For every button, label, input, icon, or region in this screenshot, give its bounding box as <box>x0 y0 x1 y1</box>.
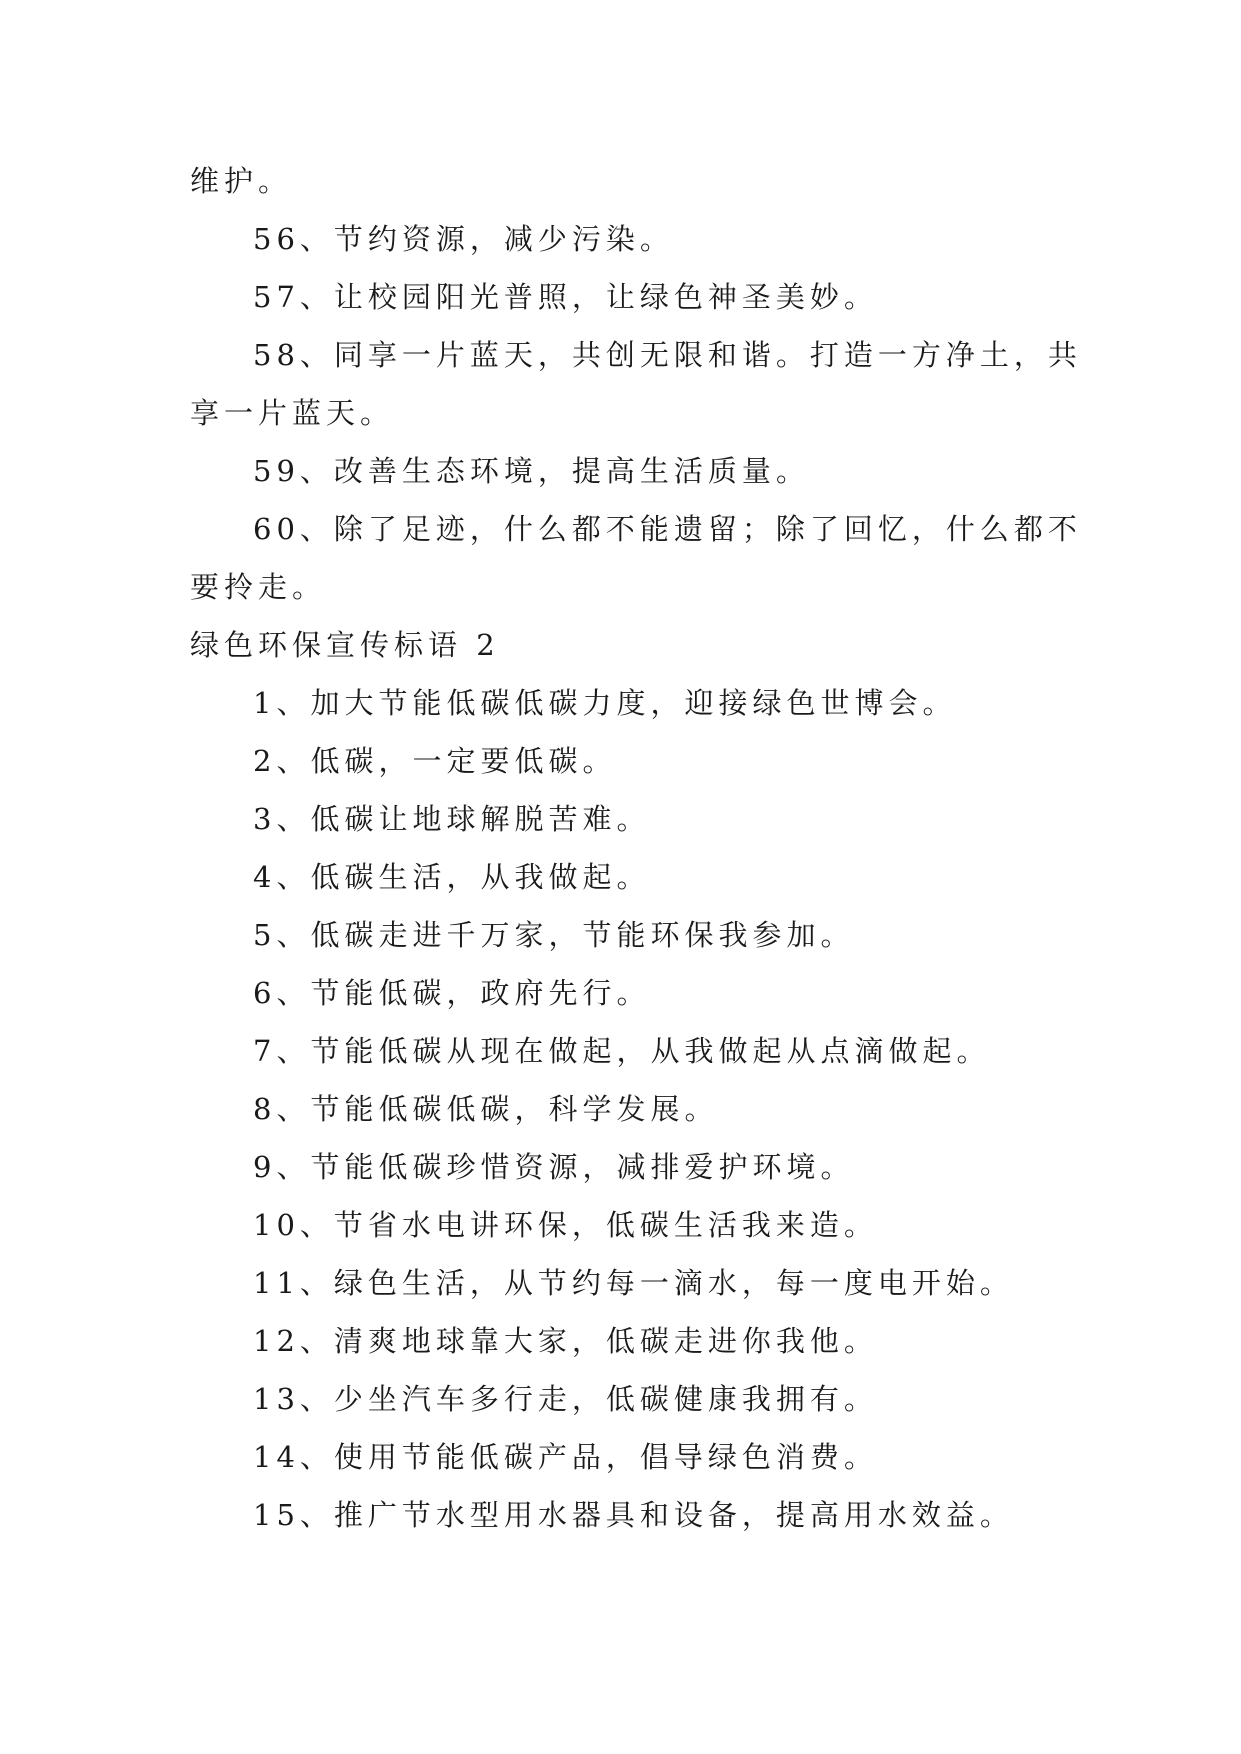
list-item: 3、低碳让地球解脱苦难。 <box>253 802 651 836</box>
list-item: 5、低碳走进千万家，节能环保我参加。 <box>253 918 855 952</box>
list-item: 60、除了足迹，什么都不能遗留；除了回忆，什么都不 <box>253 512 1082 546</box>
list-item: 1、加大节能低碳低碳力度，迎接绿色世博会。 <box>253 686 957 720</box>
list-item: 57、让校园阳光普照，让绿色神圣美妙。 <box>253 280 878 314</box>
list-item: 12、清爽地球靠大家，低碳走进你我他。 <box>253 1324 878 1358</box>
text-line: 维护。 <box>190 164 293 198</box>
list-item: 56、节约资源，减少污染。 <box>253 222 674 256</box>
list-item: 14、使用节能低碳产品，倡导绿色消费。 <box>253 1440 878 1474</box>
list-item: 6、节能低碳，政府先行。 <box>253 976 651 1010</box>
list-item: 59、改善生态环境，提高生活质量。 <box>253 454 810 488</box>
list-item: 13、少坐汽车多行走，低碳健康我拥有。 <box>253 1382 878 1416</box>
list-item: 11、绿色生活，从节约每一滴水，每一度电开始。 <box>253 1266 1014 1300</box>
text-line: 要拎走。 <box>190 570 327 604</box>
list-item: 58、同享一片蓝天，共创无限和谐。打造一方净土，共 <box>253 338 1082 372</box>
text-line: 享一片蓝天。 <box>190 396 395 430</box>
list-item: 15、推广节水型用水器具和设备，提高用水效益。 <box>253 1498 1014 1532</box>
list-item: 8、节能低碳低碳，科学发展。 <box>253 1092 719 1126</box>
list-item: 9、节能低碳珍惜资源，减排爱护环境。 <box>253 1150 855 1184</box>
list-item: 4、低碳生活，从我做起。 <box>253 860 651 894</box>
list-item: 10、节省水电讲环保，低碳生活我来造。 <box>253 1208 878 1242</box>
section-heading: 绿色环保宣传标语 2 <box>190 628 500 662</box>
document-body <box>190 152 1082 1544</box>
list-item: 7、节能低碳从现在做起，从我做起从点滴做起。 <box>253 1034 991 1068</box>
list-item: 2、低碳，一定要低碳。 <box>253 744 617 778</box>
